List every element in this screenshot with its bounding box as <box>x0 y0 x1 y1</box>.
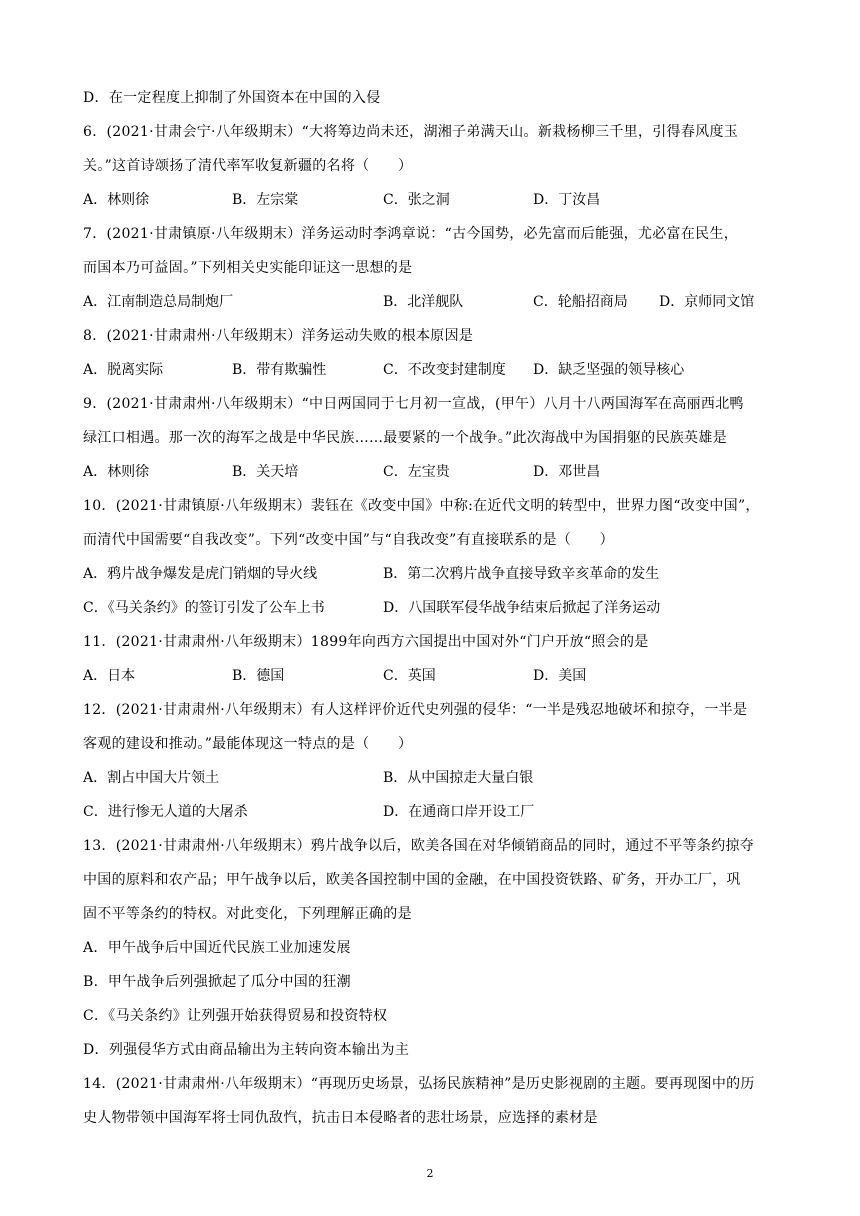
q7-option-c: C．轮船招商局 <box>533 294 628 310</box>
q12-stem-line1: 12．(2021·甘肃肃州·八年级期末）有人这样评价近代史列强的侵华：“一半是残忍地破坏和掠夺，一半是 <box>83 702 748 718</box>
q8-option-a: A．脱离实际 <box>83 362 164 378</box>
q8-option-b: B．带有欺骗性 <box>232 362 327 378</box>
page-number: 2 <box>426 1167 434 1180</box>
q6-option-c: C．张之洞 <box>383 192 450 208</box>
q10-option-b: B．第二次鸦片战争直接导致辛亥革命的发生 <box>383 566 660 582</box>
q14-stem-line1: 14．(2021·甘肃肃州·八年级期末）“再现历史场景，弘扬民族精神”是历史影视剧的主题。要再现图中的历 <box>83 1076 755 1092</box>
q7-option-a: A．江南制造总局制炮厂 <box>83 294 234 310</box>
q11-option-c: C．英国 <box>383 668 436 684</box>
q13-stem-line1: 13．(2021·甘肃肃州·八年级期末）鸦片战争以后，欧美各国在对华倾销商品的同时，通过不平等条约掠夺 <box>83 838 755 854</box>
q6-option-b: B．左宗棠 <box>232 192 299 208</box>
q8-option-c: C．不改变封建制度 <box>383 362 506 378</box>
q13-option-c: C．《马关条约》让列强开始获得贸易和投资特权 <box>83 1008 388 1024</box>
q8-option-d: D．缺乏坚强的领导核心 <box>533 362 685 378</box>
q13-option-b: B．甲午战争后列强掀起了瓜分中国的狂潮 <box>83 974 351 990</box>
q10-stem-line1: 10．(2021·甘肃镇原·八年级期末）裴钰在《改变中国》中称:在近代文明的转型中，世界力图“改变中国”， <box>83 498 760 514</box>
q6-option-a: A．林则徐 <box>83 192 150 208</box>
q12-option-a: A．割占中国大片领土 <box>83 770 220 786</box>
q9-stem-line2: 绿江口相遇。那一次的海军之战是中华民族……最要紧的一个战争。”此次海战中为国捐躯的民族英雄是 <box>83 430 727 446</box>
q9-option-c: C．左宝贵 <box>383 464 450 480</box>
q11-option-b: B．德国 <box>232 668 285 684</box>
q14-stem-line2: 史人物带领中国海军将士同仇敌忾，抗击日本侵略者的悲壮场景，应选择的素材是 <box>83 1110 598 1126</box>
q6-stem-line2: 关。”这首诗颂扬了清代率军收复新疆的名将（ ） <box>83 158 413 174</box>
q11-option-a: A．日本 <box>83 668 136 684</box>
q10-option-a: A．鸦片战争爆发是虎门销烟的导火线 <box>83 566 318 582</box>
q12-option-d: D．在通商口岸开设工厂 <box>383 804 535 820</box>
q6-stem-line1: 6．(2021·甘肃会宁·八年级期末）“大将筹边尚未还，湖湘子弟满天山。新栽杨柳三千里，引得春风度玉 <box>83 124 739 140</box>
q13-option-a: A．甲午战争后中国近代民族工业加速发展 <box>83 940 351 956</box>
q10-option-c: C．《马关条约》的签订引发了公车上书 <box>83 600 325 616</box>
q9-option-a: A．林则徐 <box>83 464 150 480</box>
q6-option-d: D．丁汝昌 <box>533 192 601 208</box>
q7-option-d: D．京师同文馆 <box>659 294 755 310</box>
q9-option-b: B．关天培 <box>232 464 299 480</box>
q9-stem-line1: 9．(2021·甘肃肃州·八年级期末）“中日两国同于七月初一宣战，(甲午）八月十八两国海军在高丽西北鸭 <box>83 396 744 412</box>
q10-option-d: D．八国联军侵华战争结束后掀起了洋务运动 <box>383 600 661 616</box>
q11-option-d: D．美国 <box>533 668 587 684</box>
q12-option-c: C．进行惨无人道的大屠杀 <box>83 804 248 820</box>
q7-option-b: B．北洋舰队 <box>383 294 464 310</box>
q12-option-b: B．从中国掠走大量白银 <box>383 770 534 786</box>
q12-stem-line2: 客观的建设和推动。”最能体现这一特点的是（ ） <box>83 736 413 752</box>
q7-stem-line2: 而国本乃可益固。”下列相关史实能印证这一思想的是 <box>83 260 413 276</box>
q7-stem-line1: 7．(2021·甘肃镇原·八年级期末）洋务运动时李鸿章说：“古今国势，必先富而后能强，尤必富在民生， <box>83 226 739 242</box>
q5-option-d: D．在一定程度上抑制了外国资本在中国的入侵 <box>83 90 381 106</box>
q10-stem-line2: 而清代中国需要“自我改变”。下列“改变中国”与“自我改变”有直接联系的是（ ） <box>83 532 614 548</box>
q8-stem: 8．(2021·甘肃肃州·八年级期末）洋务运动失败的根本原因是 <box>83 328 474 344</box>
q13-stem-line3: 固不平等条约的特权。对此变化，下列理解正确的是 <box>83 906 412 922</box>
q11-stem: 11．(2021·甘肃肃州·八年级期末）1899年向西方六国提出中国对外“门户开放“照会的是 <box>83 634 649 650</box>
q9-option-d: D．邓世昌 <box>533 464 601 480</box>
q13-option-d: D．列强侵华方式由商品输出为主转向资本输出为主 <box>83 1042 410 1058</box>
q13-stem-line2: 中国的原料和农产品；甲午战争以后，欧美各国控制中国的金融，在中国投资铁路、矿务，开办工厂，巩 <box>83 872 741 888</box>
